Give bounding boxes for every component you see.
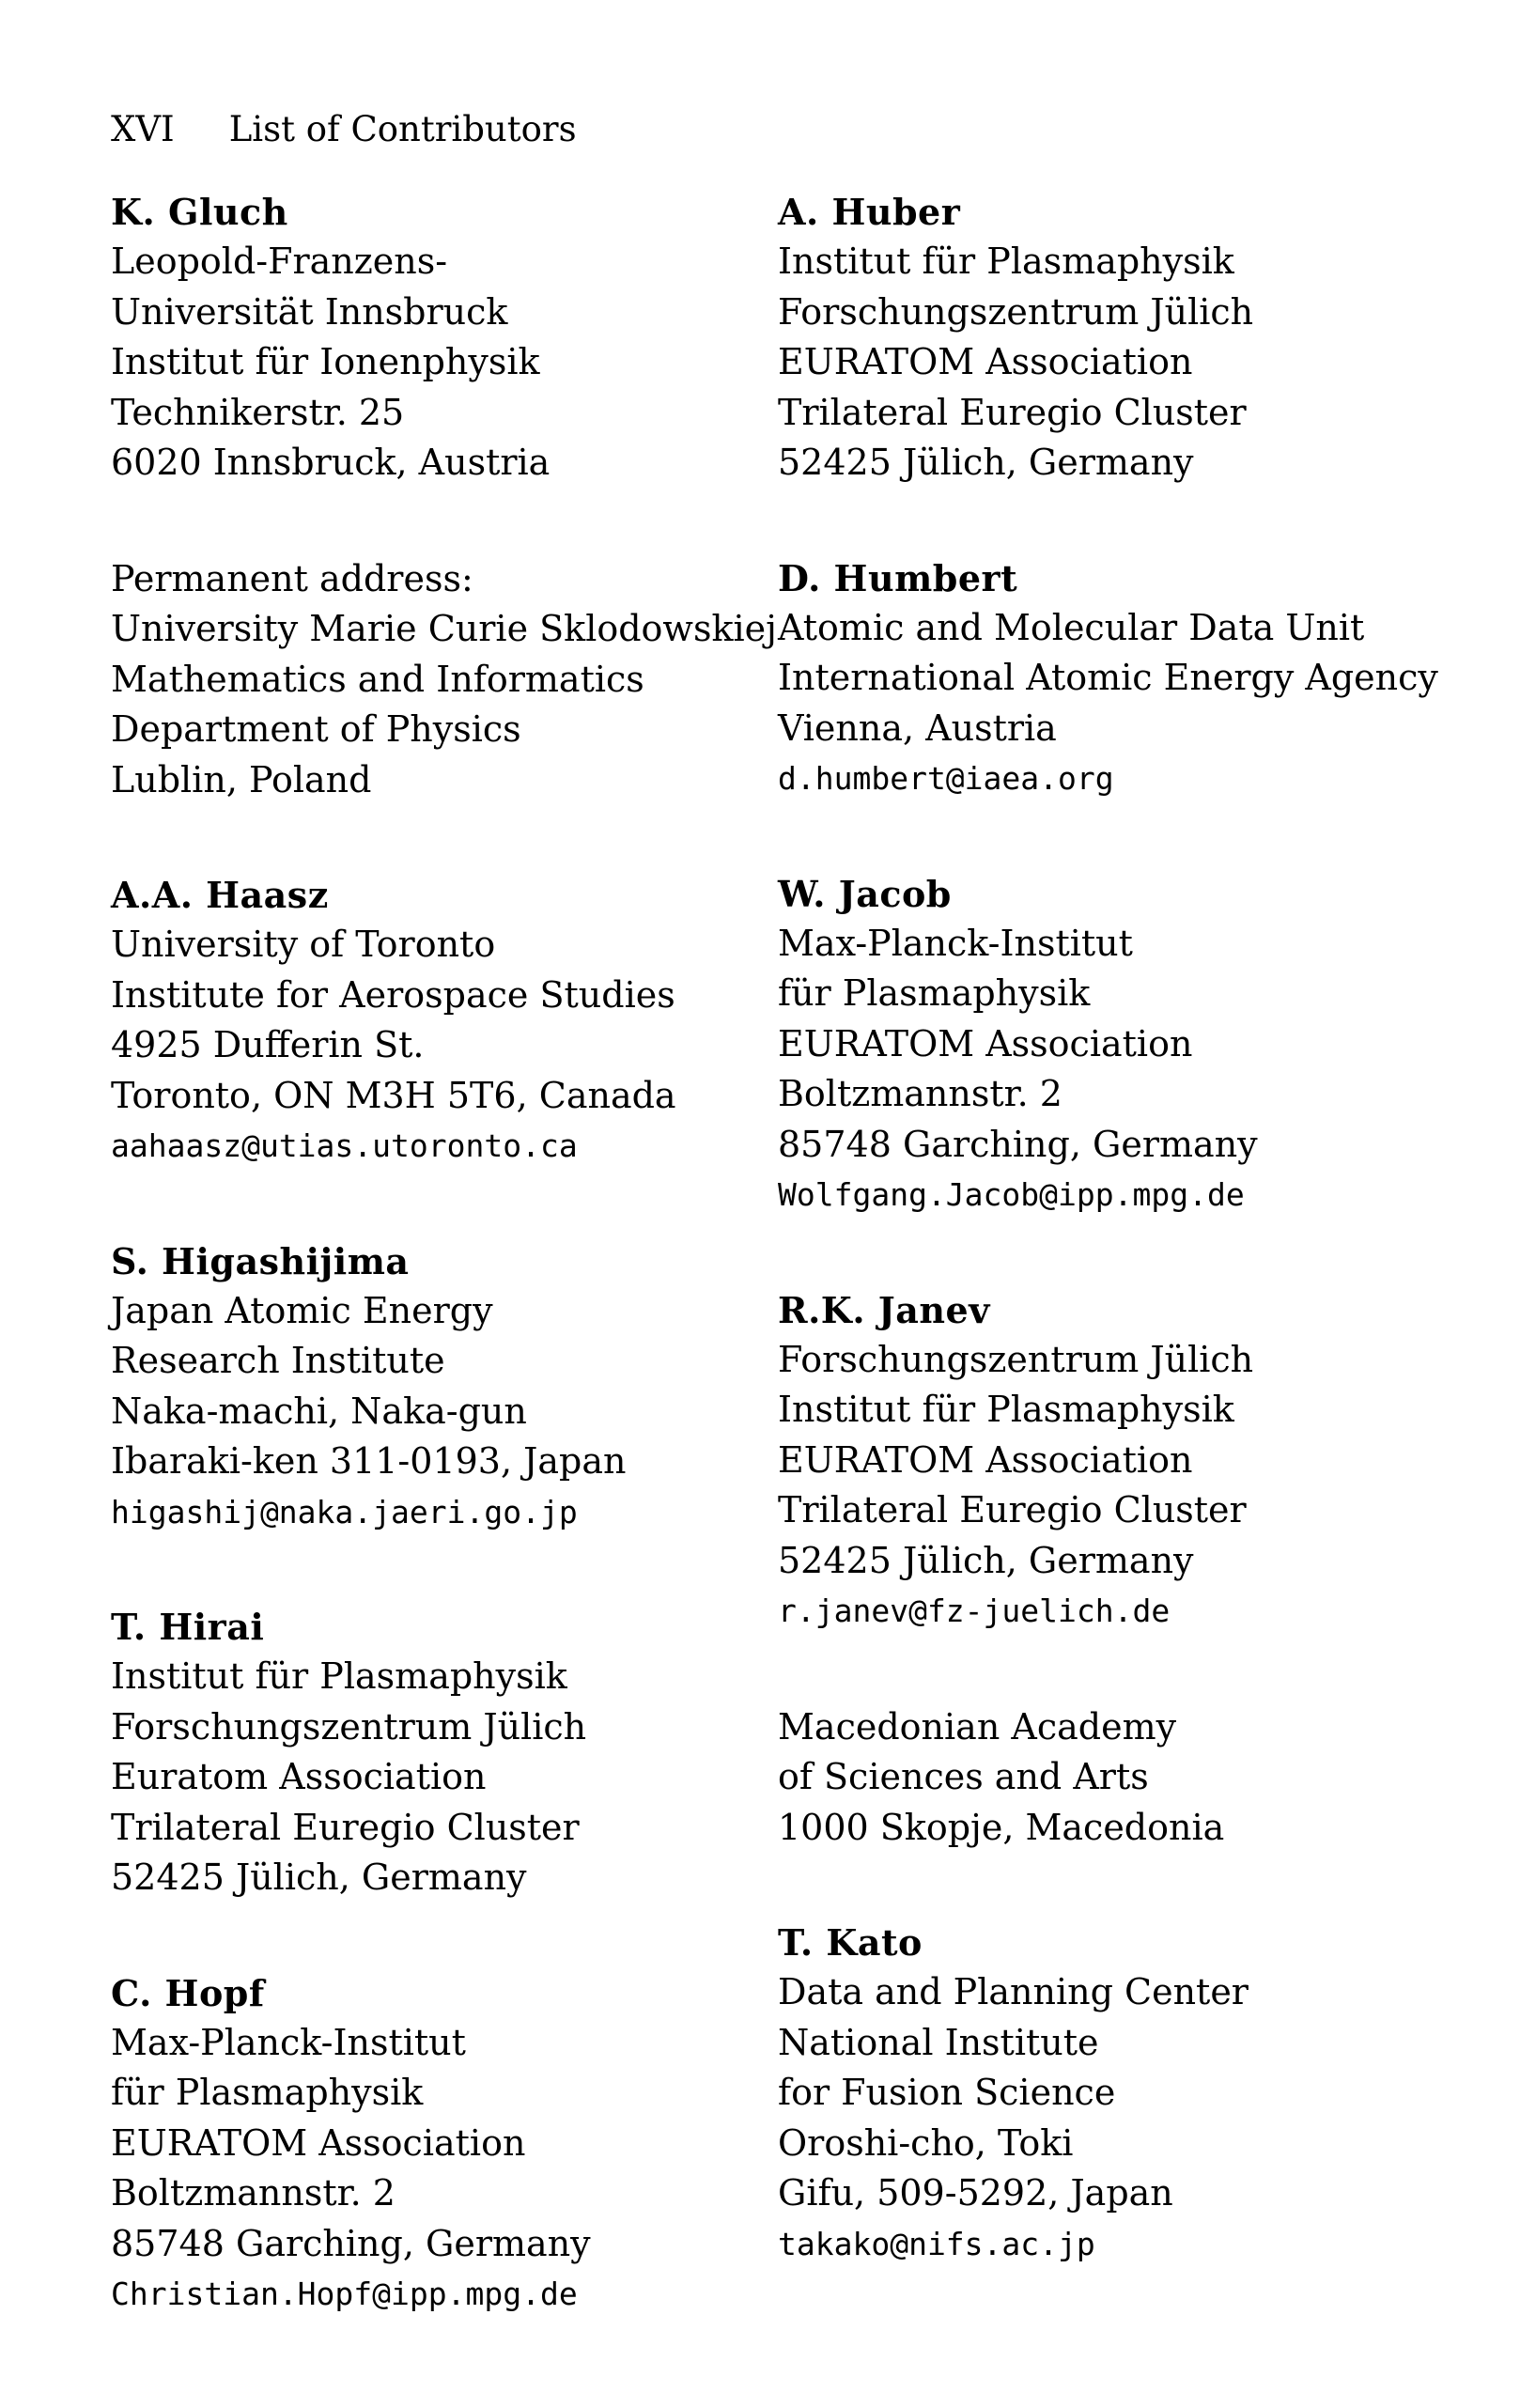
address-line: EURATOM Association <box>778 341 1193 382</box>
address-line: EURATOM Association <box>778 1438 1193 1481</box>
address-line: Data and Planning Center <box>778 1971 1249 2012</box>
contributor-name: K. Gluch <box>111 191 288 233</box>
contributor-entry <box>778 1919 1511 2269</box>
address-line: 1000 Skopje, Macedonia <box>778 1806 1225 1848</box>
address-line: Lublin, Poland <box>111 758 372 800</box>
address-line: Vienna, Austria <box>778 707 1057 749</box>
contributor-name: C. Hopf <box>111 1971 265 2014</box>
contributor-entry <box>111 188 825 489</box>
address-line: Universität Innsbruck <box>111 290 508 333</box>
address-line: Trilateral Euregio Cluster <box>778 1489 1247 1530</box>
contributor-email: takako@nifs.ac.jp <box>778 2225 1095 2262</box>
address-line: Max-Planck-Institut <box>778 922 1133 964</box>
address-line: National Institute <box>778 2021 1099 2063</box>
running-head <box>111 105 577 154</box>
contributor-email: higashij@naka.jaeri.go.jp <box>111 1493 578 1530</box>
address-line: Institut für Ionenphysik <box>111 341 540 382</box>
address-line: Department of Physics <box>111 708 521 750</box>
secondary-address-entry <box>778 1702 1511 1854</box>
address-line: Technikerstr. 25 <box>111 391 405 433</box>
contributor-email: aahaasz@utias.utoronto.ca <box>111 1127 578 1164</box>
contributor-name: D. Humbert <box>778 556 1018 599</box>
address-line: Forschungszentrum Jülich <box>778 290 1254 333</box>
contributor-entry <box>111 1603 825 1903</box>
address-line: Macedonian Academy <box>778 1705 1177 1748</box>
contributor-entry <box>778 554 1511 804</box>
address-line: 52425 Jülich, Germany <box>778 442 1194 483</box>
address-line: Gifu, 509-5292, Japan <box>778 2172 1173 2214</box>
address-line: 85748 Garching, Germany <box>111 2222 591 2264</box>
address-line: 4925 Dufferin St. <box>111 1024 425 1065</box>
left-column <box>111 188 825 2385</box>
address-line: EURATOM Association <box>778 1022 1193 1064</box>
address-line: for Fusion Science <box>778 2072 1116 2113</box>
address-label: Permanent address: <box>111 557 473 599</box>
contributor-name: W. Jacob <box>778 872 952 915</box>
address-line: Boltzmannstr. 2 <box>111 2172 396 2214</box>
contributor-name: T. Hirai <box>111 1606 265 1648</box>
address-line: für Plasmaphysik <box>111 2072 424 2113</box>
contributor-entry <box>778 188 1511 489</box>
address-line: EURATOM Association <box>111 2121 526 2164</box>
page-number: XVI <box>111 109 175 149</box>
contributor-name: T. Kato <box>778 1921 923 1964</box>
permanent-address-entry <box>111 554 825 806</box>
address-line: Ibaraki-ken 311-0193, Japan <box>111 1440 627 1482</box>
contributor-email: Christian.Hopf@ipp.mpg.de <box>111 2276 578 2312</box>
address-line: Institut für Plasmaphysik <box>778 241 1234 282</box>
address-line: Oroshi-cho, Toki <box>778 2121 1074 2164</box>
address-line: Atomic and Molecular Data Unit <box>778 606 1365 648</box>
address-line: 52425 Jülich, Germany <box>111 1856 527 1898</box>
contributor-name: A.A. Haasz <box>111 874 329 916</box>
contributor-email: d.humbert@iaea.org <box>778 760 1114 797</box>
contributor-name: S. Higashijima <box>111 1239 410 1282</box>
address-line: Boltzmannstr. 2 <box>778 1073 1062 1114</box>
address-line: für Plasmaphysik <box>778 972 1091 1014</box>
contributor-entry <box>111 871 825 1172</box>
running-title: List of Contributors <box>228 109 577 149</box>
contributor-name: A. Huber <box>778 191 961 233</box>
contributor-entry <box>111 1237 825 1538</box>
address-line: Institut für Plasmaphysik <box>111 1655 567 1697</box>
address-line: Institut für Plasmaphysik <box>778 1389 1234 1430</box>
contributor-entry <box>778 1286 1511 1637</box>
address-line: International Atomic Energy Agency <box>778 657 1438 698</box>
address-line: Max-Planck-Institut <box>111 2021 466 2063</box>
contributor-email: r.janev@fz-juelich.de <box>778 1592 1171 1629</box>
address-line: Toronto, ON M3H 5T6, Canada <box>111 1074 676 1116</box>
address-line: 85748 Garching, Germany <box>778 1123 1258 1165</box>
address-line: of Sciences and Arts <box>778 1756 1149 1797</box>
right-column <box>778 188 1511 2335</box>
address-line: Mathematics and Informatics <box>111 658 644 700</box>
address-line: University of Toronto <box>111 924 496 965</box>
contributor-entry <box>778 870 1511 1220</box>
address-line: University Marie Curie Sklodowskiej <box>111 608 777 649</box>
address-line: Trilateral Euregio Cluster <box>778 391 1247 433</box>
address-line: Forschungszentrum Jülich <box>778 1338 1254 1380</box>
address-line: Institute for Aerospace Studies <box>111 973 675 1016</box>
contributor-email: Wolfgang.Jacob@ipp.mpg.de <box>778 1176 1245 1213</box>
address-line: Leopold-Franzens- <box>111 241 448 282</box>
address-line: Research Institute <box>111 1340 445 1381</box>
address-line: 6020 Innsbruck, Austria <box>111 442 551 483</box>
address-line: Trilateral Euregio Cluster <box>111 1806 580 1848</box>
address-line: Forschungszentrum Jülich <box>111 1705 587 1748</box>
address-line: 52425 Jülich, Germany <box>778 1539 1194 1581</box>
address-line: Euratom Association <box>111 1756 487 1797</box>
contributor-name: R.K. Janev <box>778 1288 990 1331</box>
address-line: Naka-machi, Naka-gun <box>111 1390 527 1432</box>
contributor-entry <box>111 1969 825 2320</box>
address-line: Japan Atomic Energy <box>111 1289 493 1331</box>
